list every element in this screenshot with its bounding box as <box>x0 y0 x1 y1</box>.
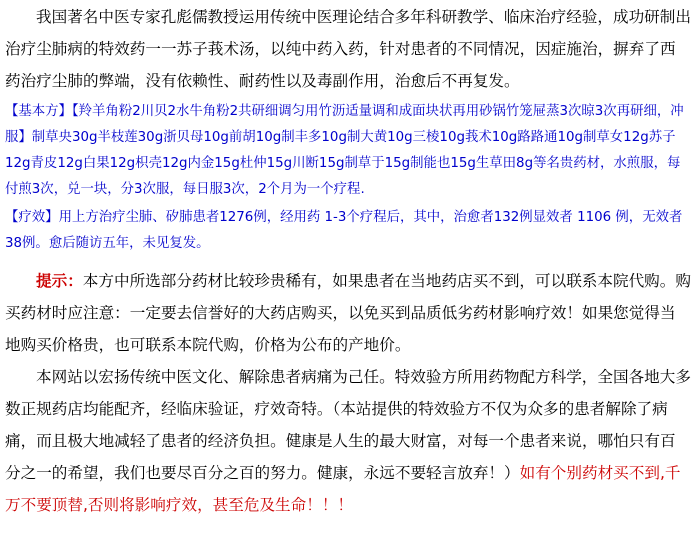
formula-text: 【羚羊角粉2川贝2水牛角粉2共研细调匀用竹沥适量调和成面块状再用砂锅竹笼屉蒸3次晾3次再研细，冲服】制草央30g半枝莲30g浙贝母10g前胡10g制丰多10g制大黄10g三棱10g莪术10g路路通10g制草女12g苏子12g青皮12g白果12g枳壳12g内金15g杜仲15g川断15g制草于15g制能也15g生草田8g等名贵药材，水煎服，每付煎3次，兑一块，分3次服，每日服3次，2个月为一个疗程. <box>5 104 684 197</box>
effect-tag: 【疗效】 <box>5 210 59 225</box>
tip-text: 本方中所选部分药材比较珍贵稀有，如果患者在当地药店买不到，可以联系本院代购。购买药材时应注意：一定要去信誉好的大药店购买，以免买到品质低劣药材影响疗效！如果您觉得当地购买价格贵，也可联系本院代购，价格为公布的产地价。 <box>5 272 691 354</box>
formula-paragraph <box>5 99 691 203</box>
formula-tag: 【基本方】 <box>5 104 72 119</box>
effect-paragraph <box>5 205 691 257</box>
site-text: 本网站以宏扬传统中医文化、解除患者病痛为己任。特效验方所用药物配方科学，全国各地大多数正规药店均能配齐，经临床验证，疗效奇特。（本站提供的特效验方不仅为众多的患者解除了病痛，而且极大地减轻了患者的经济负担。健康是人生的最大财富，对每一个患者来说，哪怕只有百分之一的希望，我们也要尽百分之百的努力。健康，永远不要轻言放弃！） <box>5 368 691 482</box>
tip-label: 提示： <box>36 272 83 290</box>
article <box>0 1 695 537</box>
effect-text: 用上方治疗尘肺、矽肺患者1276例，经用药 1-3个疗程后，其中，治愈者132例显效者 1106 例，无效者 38例。愈后随访五年，未见复发。 <box>5 210 683 251</box>
tip-paragraph <box>5 265 691 361</box>
intro-text: 我国著名中医专家孔彪儒教授运用传统中医理论结合多年科研教学、临床治疗经验，成功研制出治疗尘肺病的特效药一一苏子莪术汤，以纯中药入药，针对患者的不同情况，因症施治，摒弃了西药治疗尘肺的弊端，没有依赖性、耐药性以及毒副作用，治愈后不再复发。 <box>5 8 691 90</box>
site-paragraph <box>5 361 691 521</box>
warning-text: 如有个别药材买不到,千万不要顶替,否则将影响疗效，甚至危及生命！！！ <box>5 464 681 514</box>
intro-paragraph <box>5 1 691 97</box>
